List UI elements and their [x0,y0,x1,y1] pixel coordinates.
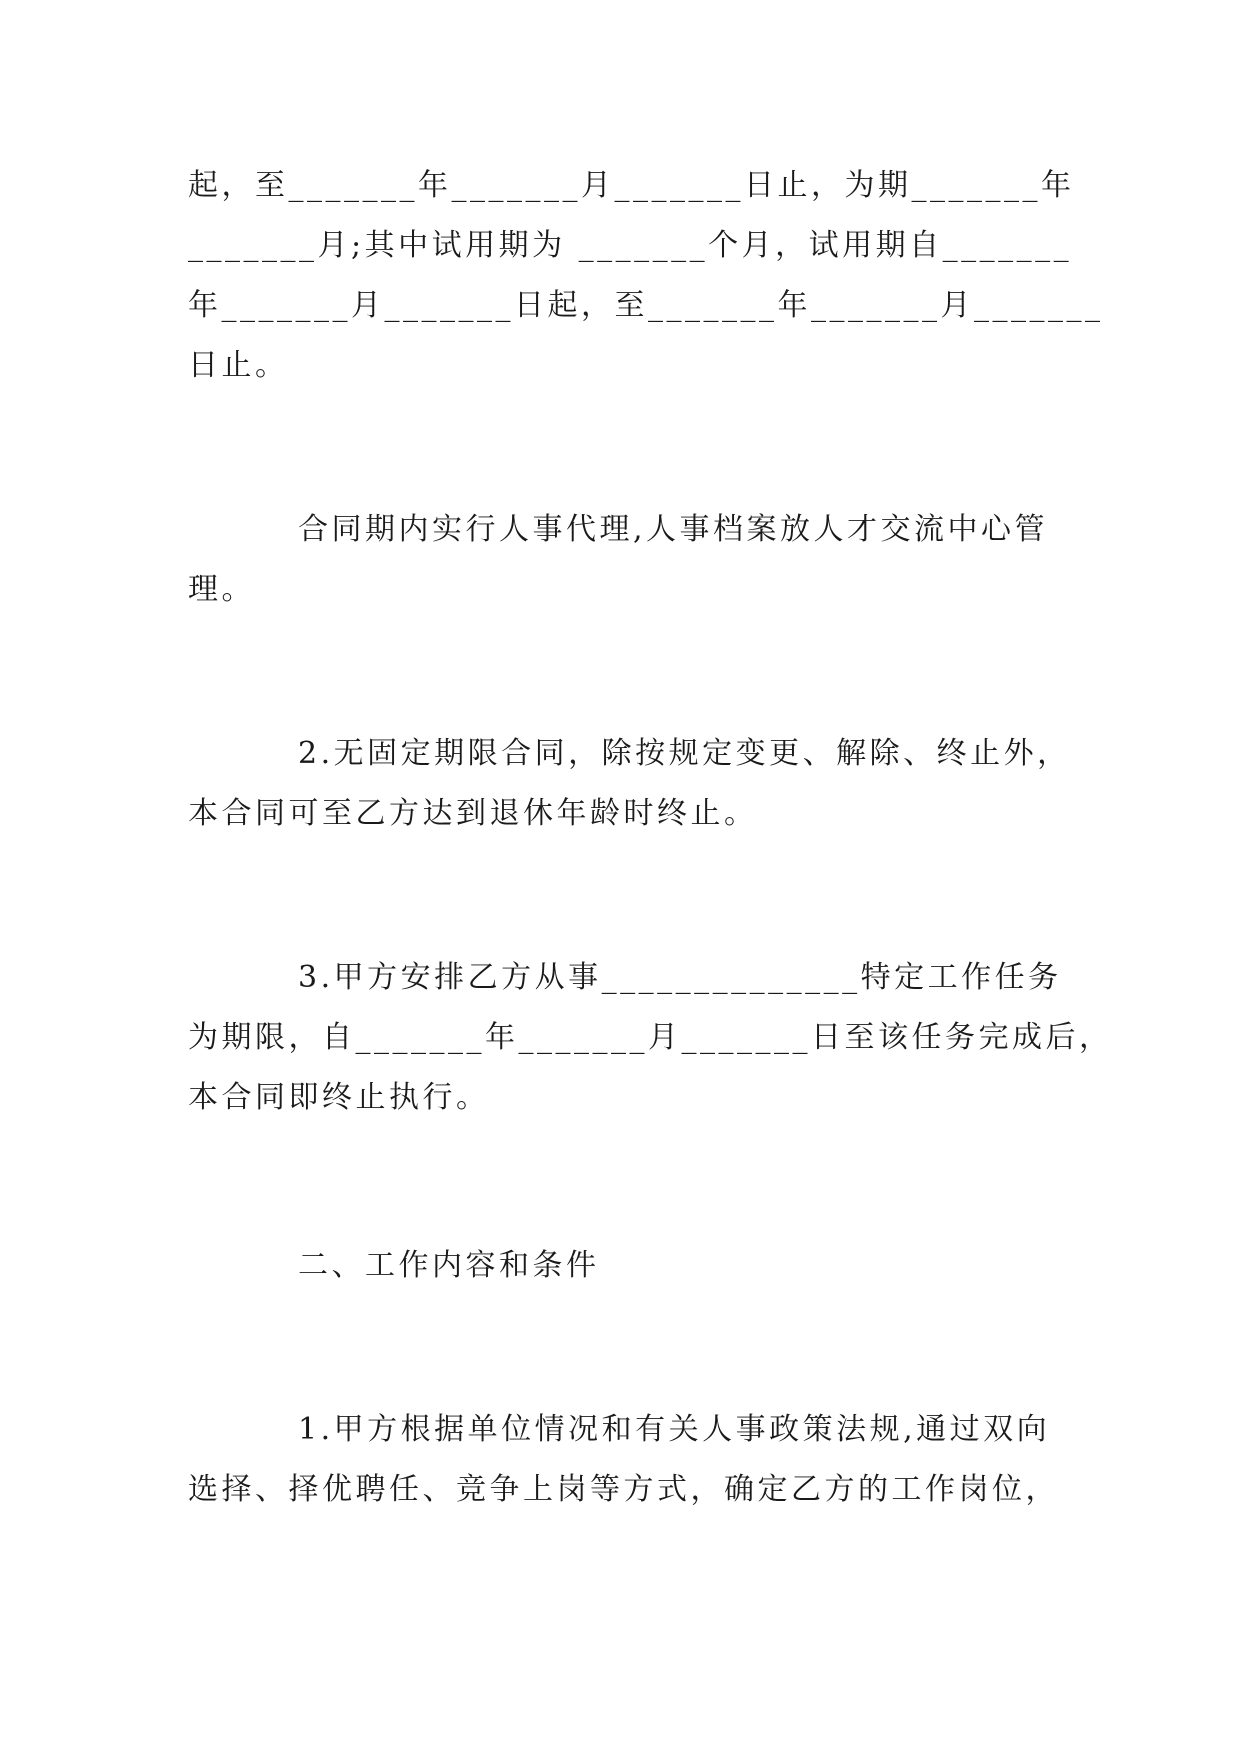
section-heading-work-content: 二、工作内容和条件 [298,1248,600,1283]
text-line-probation: _______月;其中试用期为 _______个月，试用期自_______ [188,228,1073,263]
text-line-job-position-cont: 选择、择优聘任、竞争上岗等方式，确定乙方的工作岗位， [188,1472,1059,1507]
text-line-task-contract-end: 本合同即终止执行。 [188,1080,490,1115]
text-line-term-start: 起，至_______年_______月_______日止，为期_______年 [188,168,1075,203]
text-line-open-ended-contract-end: 本合同可至乙方达到退休年龄时终止。 [188,796,758,831]
text-line-open-ended-contract: 2.无固定期限合同，除按规定变更、解除、终止外， [298,736,1071,771]
text-line-personnel-agency-end: 理。 [188,572,255,607]
text-line-job-position: 1.甲方根据单位情况和有关人事政策法规,通过双向 [298,1412,1051,1447]
text-line-term-end: 日止。 [188,348,289,383]
text-line-task-contract-dates: 为期限，自_______年_______月_______日至该任务完成后， [188,1020,1113,1055]
text-line-probation-dates: 年_______月_______日起，至_______年_______月_______ [188,288,1104,323]
text-line-personnel-agency: 合同期内实行人事代理,人事档案放人才交流中心管 [298,512,1049,547]
text-line-task-contract: 3.甲方安排乙方从事______________特定工作任务 [298,960,1062,995]
